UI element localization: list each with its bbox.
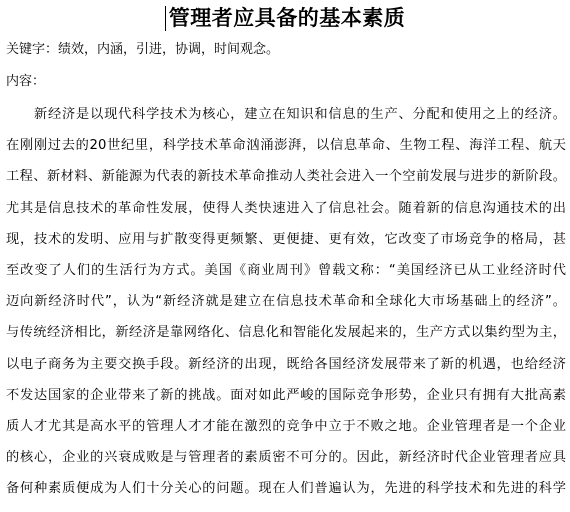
body-line: 不发达国家的企业带来了新的挑战。面对如此严峻的国际竞争形势，企业只有拥有大批高素 <box>6 387 566 403</box>
body-line: 的核心，企业的兴衰成败是与管理者的素质密不可分的。因此，新经济时代企业管理者应具 <box>6 450 566 466</box>
body-line: 在刚刚过去的20世纪里，科学技术革命汹涌澎湃，以信息革命、生物工程、海洋工程、航天 <box>6 138 566 154</box>
body-line: 至改变了人们的生活行为方式。美国《商业周刊》曾载文称：“美国经济已从工业经济时代 <box>6 262 566 278</box>
document-body <box>6 104 566 509</box>
title-area <box>0 4 570 32</box>
body-line: 新经济是以现代科学技术为核心，建立在知识和信息的生产、分配和使用之上的经济。 <box>34 107 566 122</box>
document-title <box>165 4 406 32</box>
body-line: 以电子商务为主要交换手段。新经济的出现，既给各国经济发展带来了新的机遇，也给经济 <box>6 356 566 372</box>
body-line: 与传统经济相比，新经济是靠网络化、信息化和智能化发展起来的，生产方式以集约型为主， <box>6 325 566 341</box>
body-line: 现，技术的发明、应用与扩散变得更频繁、更便捷、更有效，它改变了市场竞争的格局，甚 <box>6 231 566 247</box>
body-line: 迈向新经济时代”，认为“新经济就是建立在信息技术革命和全球化大市场基础上的经济”。 <box>6 294 566 310</box>
keywords-line: 关键字：绩效，内涵，引进，协调，时间观念。 <box>6 42 280 57</box>
body-line: 备何种素质便成为人们十分关心的问题。现在人们普遍认为，先进的科学技术和先进的科学 <box>6 481 566 497</box>
document-title-text: 管理者应具备的基本素质 <box>168 5 406 30</box>
content-label: 内容： <box>6 74 46 89</box>
body-line: 质人才尤其是高水平的管理人才才能在激烈的竞争中立于不败之地。企业管理者是一个企业 <box>6 418 566 434</box>
body-line: 尤其是信息技术的革命性发展，使得人类快速进入了信息社会。随着新的信息沟通技术的出 <box>6 200 566 216</box>
text-cursor <box>165 6 166 31</box>
body-line: 工程、新材料、新能源为代表的新技术革命推动人类社会进入一个空前发展与进步的新阶段。 <box>6 169 566 185</box>
